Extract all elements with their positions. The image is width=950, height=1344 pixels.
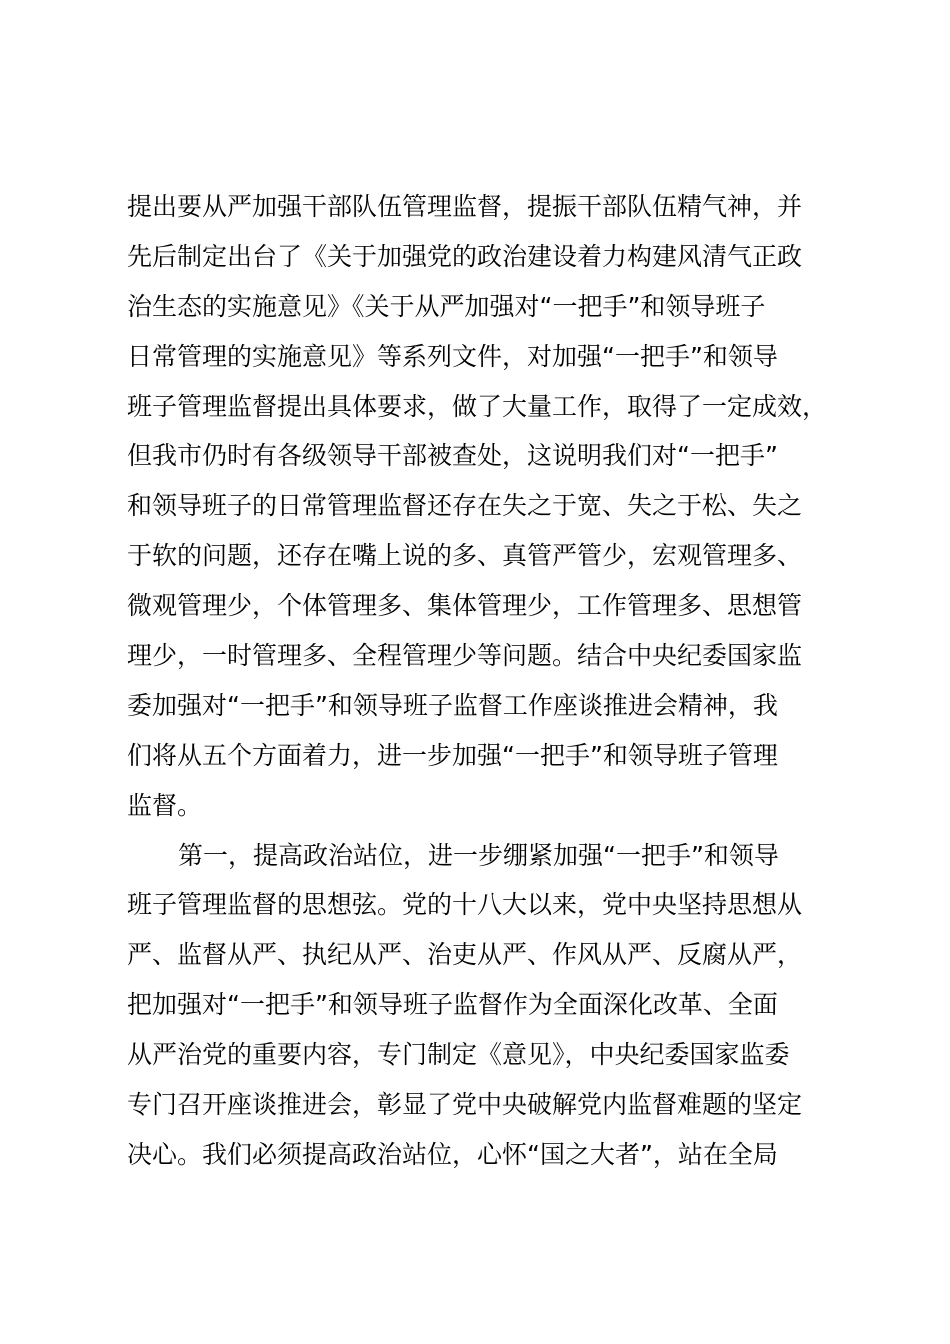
text-line-19: 专门召开座谈推进会，彰显了党中央破解党内监督难题的坚定 [127,1090,803,1120]
text-line-1: 提出要从严加强干部队伍管理监督，提振干部队伍精气神，并 [127,192,803,221]
text-line-11: 委加强对“一把手”和领导班子监督工作座谈推进会精神，我 [127,690,778,720]
text-line-4: 日常管理的实施意见》等系列文件，对加强“一把手”和领导 [127,341,778,371]
text-line-6: 但我市仍时有各级领导干部被查处，这说明我们对“一把手” [127,441,778,471]
document-body [127,182,847,1180]
text-line-17: 把加强对“一把手”和领导班子监督作为全面深化改革、全面 [127,990,778,1020]
text-line-10: 理少，一时管理多、全程管理少等问题。结合中央纪委国家监 [127,641,803,671]
text-line-20: 决心。我们必须提高政治站位，心怀“国之大者”，站在全局 [127,1139,778,1169]
text-line-3: 治生态的实施意见》《关于从严加强对“一把手”和领导班子 [127,291,766,321]
text-line-5: 班子管理监督提出具体要求，做了大量工作，取得了一定成效， [127,391,828,421]
text-line-16: 严、监督从严、执纪从严、治吏从严、作风从严、反腐从严， [127,940,803,970]
text-line-8: 于软的问题，还存在嘴上说的多、真管严管少，宏观管理多、 [127,541,803,571]
text-line-18: 从严治党的重要内容，专门制定《意见》，中央纪委国家监委 [127,1040,790,1070]
text-line-15: 班子管理监督的思想弦。党的十八大以来，党中央坚持思想从 [127,890,803,920]
text-line-7: 和领导班子的日常管理监督还存在失之于宽、失之于松、失之 [127,491,803,521]
text-line-9: 微观管理少，个体管理多、集体管理少，工作管理多、思想管 [127,591,803,621]
text-line-2: 先后制定出台了《关于加强党的政治建设着力构建风清气正政 [127,241,803,271]
text-line-12: 们将从五个方面着力，进一步加强“一把手”和领导班子管理 [127,740,778,770]
paragraph-start-line: 第一，提高政治站位，进一步绷紧加强“一把手”和领导 [178,840,779,870]
text-line-13: 监督。 [127,790,203,820]
